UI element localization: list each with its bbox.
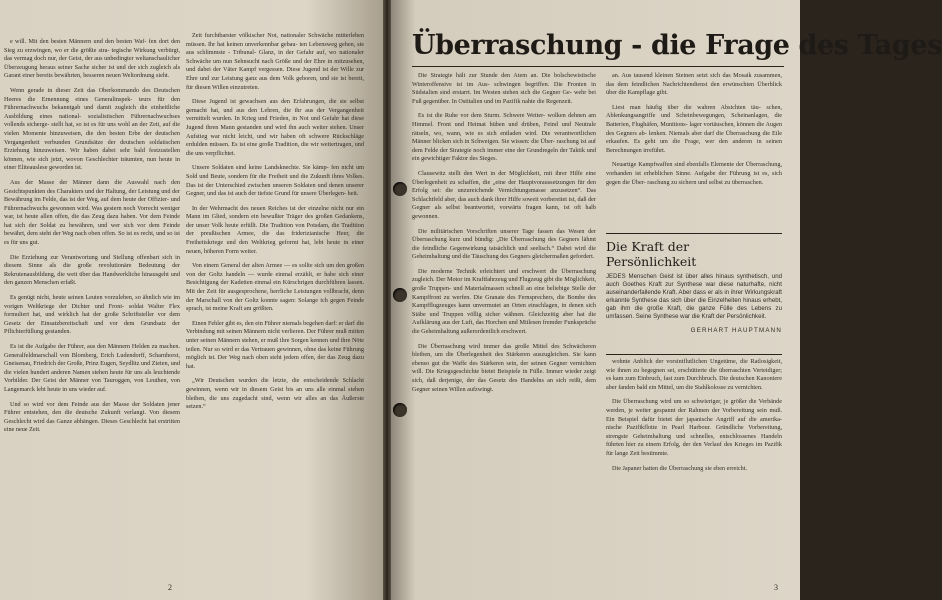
right-page-column-1: [412, 72, 596, 580]
body-paragraph: Die militärischen Vorschriften unserer Tage fassen das Wesen der Überraschung kurz und bündig: „Die Überraschung des Gegners lähmt die feindliche Gegenwirkung tatsächlich und seelisch.“ Dabei wird die Geheimhaltung und die Täuschung des Gegners gleichermaßen gefordert.: [412, 227, 596, 261]
quote-box-title: Die Kraft der Persönlichkeit: [606, 239, 697, 269]
body-paragraph: Einen Fehler gibt es, den ein Führer niemals begehen darf: er darf die Verbindung mit seinen Männern nicht verlieren. Der Führer muß mitten unter seinen Männern stehen, er muß ihre Sorgen kennen und ihre Nöte teilen. Nur so wird er das Vertrauen gewinnen, ohne das keine Führung möglich ist. Der Weg nach oben steht jedem offen, der das Zeug dazu hat.: [186, 319, 364, 370]
left-page: [0, 0, 383, 600]
body-paragraph: Von einem General der alten Armee — es sollte sich um den großen von der Goltz handeln — wurde einmal erzählt, er habe sich einer Besichtigung der Kadetten einmal ein Kürschrigen durchführen lassen. Mit der Zeit für ausgesprochene, herrliche Leistungen vollbracht, denn der Marschall von der Goltz konnte sagen: Solange ich gegen Feinde sprach, ist meine Kraft am größten.: [186, 262, 364, 313]
punch-hole-top: [393, 182, 407, 196]
quote-box-author: GERHART HAUPTMANN: [690, 326, 782, 334]
title-rule: [412, 66, 784, 67]
body-paragraph: wohnte Anblick der vorsintflutlichen Ungetüme, die Ratlosigkeit, wie ihnen zu begegnen sei, erschütterte die überraschten Verteidiger; es kam zum Einbruch, fast zum Durchbruch. Die deutschen Kanoniere aber fanden bald ein Mittel, um die Stahlkolosse zu vernichten.: [606, 358, 782, 391]
body-paragraph: Wenn gerade in dieser Zeit das Oberkommando des Deutschen Heeres die Ernennung eines Generalinspek- teurs für den Führernachwuchs bekanntgab und damit zugleich die einheitliche Ausbildung eines national- sozialistischen Führernachwuchses vollends sicherge- stellt hat, so ist es für uns wohl an der Zeit, auf die vielen Momente hinzuweisen, die den besten Erbe der deutschen Vergangenheit verbunden Grundsätze der deutschen soldatischen Erziehung hinzuweisen. Wir haben dabei sehr bald festzustellen können, wie sich jetzt, wovon Geschlechter träumten, nun heute in einer Eliteauslese geworden ist.: [4, 86, 180, 172]
body-paragraph: Und so wird vor dem Feinde aus der Masse der Soldaten jener Führer entstehen, den die deutsche Zukunft verlangt. Von diesem Geschlecht wird das Ganze abhängen. Dieses Geschlecht hat erstritten eine neue Zeit.: [4, 400, 180, 434]
body-paragraph: „Wir Deutschen wurden die letzte, die entscheidende Schlacht gewinnen, wenn wir in diesem Geist bis an uns alle einmal stehen bleiben, die uns zugedacht sind, wenn wir alles an das Äußerste setzen.“: [186, 377, 364, 411]
body-paragraph: Die Erziehung zur Verantwortung und Stellung offenbart sich in diesem Sinne als die große revolutionäre Bedeutung der Rekrutenausbildung, die weit über das Handwerkliche hinausgeht und den ganzen Menschen erfaßt.: [4, 253, 180, 287]
body-paragraph: Es genügt nicht, heute seinen Leuten vorzuleben, so ähnlich wie im vorigen Weltkriege der Dichter und Front- soldat Walter Flex formuliert hat, und wirklich hat der große Schriftsteller vor dem Gesetz der Einsatzbereitschaft und vor dem Grundsatz der Pflichterfüllung gestanden.: [4, 294, 180, 336]
right-page-column-2-top: [606, 72, 782, 228]
body-paragraph: Die moderne Technik erleichtert und erschwert die Überraschung zugleich. Der Motor im Kraftfahrzeug und Flugzeug gibt die Möglichkeit, große Truppen- und Materialmassen schnell an eine beliebige Stelle der Kampffront zu werfen. Die Granate des Fernsprechers, die Bombe des Kampfflugzeuges kann unvermutet an Orten einschlagen, in denen sich Stäbe und Truppen völlig sicher wähnen. Gleichzeitig aber hat die Aufklärung aus der Luft, das Horchen und Mitlesen fremder Funksprüche die Geheimhaltung außerordentlich erschwert.: [412, 267, 596, 336]
right-page-column-2-bottom: [606, 358, 782, 580]
page-number-right: 3: [774, 583, 778, 592]
left-page-column-1: [4, 38, 180, 578]
body-paragraph: Diese Jugend ist gewachsen aus den Erfahrungen, die sie selbst gemacht hat, und aus den Lehren, die ihr aus der Vergangenheit vermittelt wurden. In Krieg und Frieden, in Not und Gefahr hat diese Jugend ihren Mann gestanden und wird ihn auch weiter stehen. Unser Aufstieg war nicht leicht, und wir haben oft schwere Rückschläge erdulden müssen. Es ist eine große Tradition, die wir weitertragen, und die uns verpflichtet.: [186, 98, 364, 157]
article-title: Überraschung - die Frage des Tages: [412, 30, 942, 61]
body-paragraph: Die Strategie hält zur Stunde den Atem an. Die bolschewistische Winteroffensive ist im Aus- schwingen begriffen. Die Fronten in Südstalien sind erstarrt. Im Westen stehen sich die Gegner Ge- wehr bei Fuß gegenüber. In Ostitalien und im Pazifik nahte die Regenzeit.: [412, 72, 596, 105]
body-paragraph: Liest man häufig über die wahren Absichten täu- schen, Ablenkungsangriffe und Scheinbewegungen, Scheinanlagen, die Batterien, Flughäfen, Munitions- lager vortäuschen, können die Augen des Gegners ab- lenken. Niemals aber darf die Überraschung die Eile erkaufen. Es geht um die Frage, wer den anderen in seinen Berechnungen irreführt.: [606, 103, 782, 154]
body-paragraph: Zeit furchtbarster völkischer Not, nationaler Schwäche mitterleben müssen. Ihr hat keinen unverkennbar gebau- ten Lebensweg gehen, sie aus schlimmste - Tribunal- Glanz, in der Gefahr auf, wo nationaler Schwäche um nun Sehnsucht nach Größe und der Ehre in mitzusehen, und dabei der Väter Kampf vergessen. Diese Jugend ist der Wille zur Ehre und zur Leistung ganz aus dem Volk geboren, und sie ist bereit, für diesen Willen einzutreten.: [186, 32, 364, 91]
body-paragraph: Die Japaner hatten die Überraschung sie eben erreicht.: [612, 464, 748, 472]
body-paragraph: Unsere Soldaten sind keine Landsknechte. Sie kämp- fen nicht um Sold und Beute, sondern für die Freiheit und die Zukunft ihres Volkes. Das ist der Unterschied zwischen unseren Soldaten und denen unserer Gegner, und das ist auch der tiefste Grund für unsere Überlegen- heit.: [186, 164, 364, 198]
body-paragraph: Es ist die Ruhe vor dem Sturm. Schwere Wetter- wolken dehnen am Himmel. Front und Heimat hüben und drüben, Feind und Neutrale rätseln, wo, wann, wie es sich entladen wird. Die verantwortlichen Männer blicken sich in Schweigen. Sie wissen: die Über- raschung ist auf dem Felde der Strategie noch immer eine der Grundregeln der Taktik und ein gewichtiger Faktor des Sieges.: [412, 112, 596, 163]
body-paragraph: Es ist die Aufgabe der Führer, aus den Männern Helden zu machen. Generalfeldmarschall von Blomberg, Erich Ludendorff, Scharnhorst, Gneisenau, Friedrich der Große, Prinz Eugen, Seydlitz und Zieten, und die vielen hundert anderen Namen stehen heute für uns als leuchtende Vorbilder. Der Geist der Männer von Tauroggen, von Leuthen, von Langemarck lebt heute in uns wieder auf.: [4, 343, 180, 393]
body-paragraph: Neuartige Kampfwaffen sind ebenfalls Elemente der Überraschung, vorhanden ist erheblichen Sinne. Aufgabe der Führung ist es, sich gegen die Über- raschung zu sichern und selbst zu überraschen.: [606, 161, 782, 186]
left-page-column-2: [186, 32, 364, 578]
body-paragraph: Aus der Masse der Männer dann die Auswahl nach den Gesichtspunkten des Charakters und der Haltung, der Leistung und der Bewährung im Felde, das ist der Weg, auf dem heute der Offizier- und Führernachwuchs gewonnen wird. Was gestern noch Vorrecht weniger war, ist heute allen offen, die das Zeug dazu haben. Vor dem Feinde hat sich der Soldat zu bewähren, und wer sich vor dem Feinde bewährt, dem steht der Weg nach oben offen. So ist es recht, und so ist es für uns gut.: [4, 178, 180, 247]
body-paragraph: e will. Mit den besten Männern und den besten Waf- fen dort den Sieg zu erzwingen, wo er die größte stra- tegische Wirkung verbürgt, das vermag doch nur, der Geist, der aus unbedingter weltanschaulicher Überzeugung heraus seiner Sache sicher ist und der sich zugleich als Garant einer bereits bewährten, besseren neuen Weltordnung sieht.: [4, 38, 180, 80]
book-gutter: [383, 0, 391, 600]
quote-box: [606, 233, 782, 355]
quote-box-text: JEDES Menschen Geist ist über alles hinaus synthetisch, und auch Goethes Kraft zur Synthese war diese naturhafte, nicht auseinanderfallende Kraft. Aber dass er als in ihrer Wirkungskraft erkannte Synthese das sich über die Einzelheiten hinaus erhebt, gab ihm die große Kraft, die ganze Fülle des Lebens zu umfassen. Seine Synthese war die Kraft der Persönlichkeit.: [606, 273, 782, 321]
body-paragraph: In der Wehrmacht des neuen Reiches ist der einzelne nicht nur ein Mann im Glied, sondern ein bewußter Träger des großen Gedankens, der unser Volk heute erfüllt. Die Tradition von Potsdam, die Tradition der preußischen Armee, die das friderizianische Heer, die Freiheitskriege und den Weltkrieg geformt hat, lebt heute in einer neuen, höheren Form weiter.: [186, 204, 364, 255]
punch-hole-middle: [393, 288, 407, 302]
body-paragraph: an. Aus tausend kleinen Steinen setzt sich das Mosaik zusammen, das dem feindlichen Nachrichtendienst den erwünschten Überblick über die Kampflage gibt.: [606, 72, 782, 97]
punch-hole-bottom: [393, 403, 407, 417]
body-paragraph: Clausewitz stellt den Wert in der Möglichkeit, mit ihrer Hilfe eine Überlegenheit zu schaffen, die „eine der Hauptvoraussetzungen für den Erfolg sei: die unzureichende Vernichtungsmasse anzusetzen“. Das Schlachtfeld aber, das auch dank ihrer Hilfe soweit vorbereitet ist, daß der Gegner als selbst beantwortet, vorwärts fragen kann, ist oft halb gewonnen.: [412, 169, 596, 220]
body-paragraph: Die Überraschung wird immer das große Mittel des Schwächeren bleiben, um die Überlegenheit des Stärkeren auszugleichen. Sie kann ebenso gut die Waffe des Stärkeren sein, der seinen Gegner vernichten will. Die Kriegsgeschichte bietet Beispiele in Fülle. Immer wieder zeigt sich, daß derjenige, der das Gesetz des Handelns an sich reißt, dem Gegner seinen Willen aufzwingt.: [412, 342, 596, 393]
body-paragraph: Die Überraschung wird um so schwieriger, je größer die Verbände werden, je weiter gespannt der Rahmen der Vorbereitung sein muß. Ein Beispiel dafür bietet der japanische Angriff auf die amerika- nische Pazifikflotte in Pearl Harbour. Gründliche Vorbereitung, strengste Geheimhaltung und schnelles, entschlossenes Handeln führten hier zu einem Erfolg, der den Verlauf des Krieges im Pazifik für lange Zeit bestimmte.: [606, 398, 782, 457]
page-number-left: 2: [168, 583, 172, 592]
